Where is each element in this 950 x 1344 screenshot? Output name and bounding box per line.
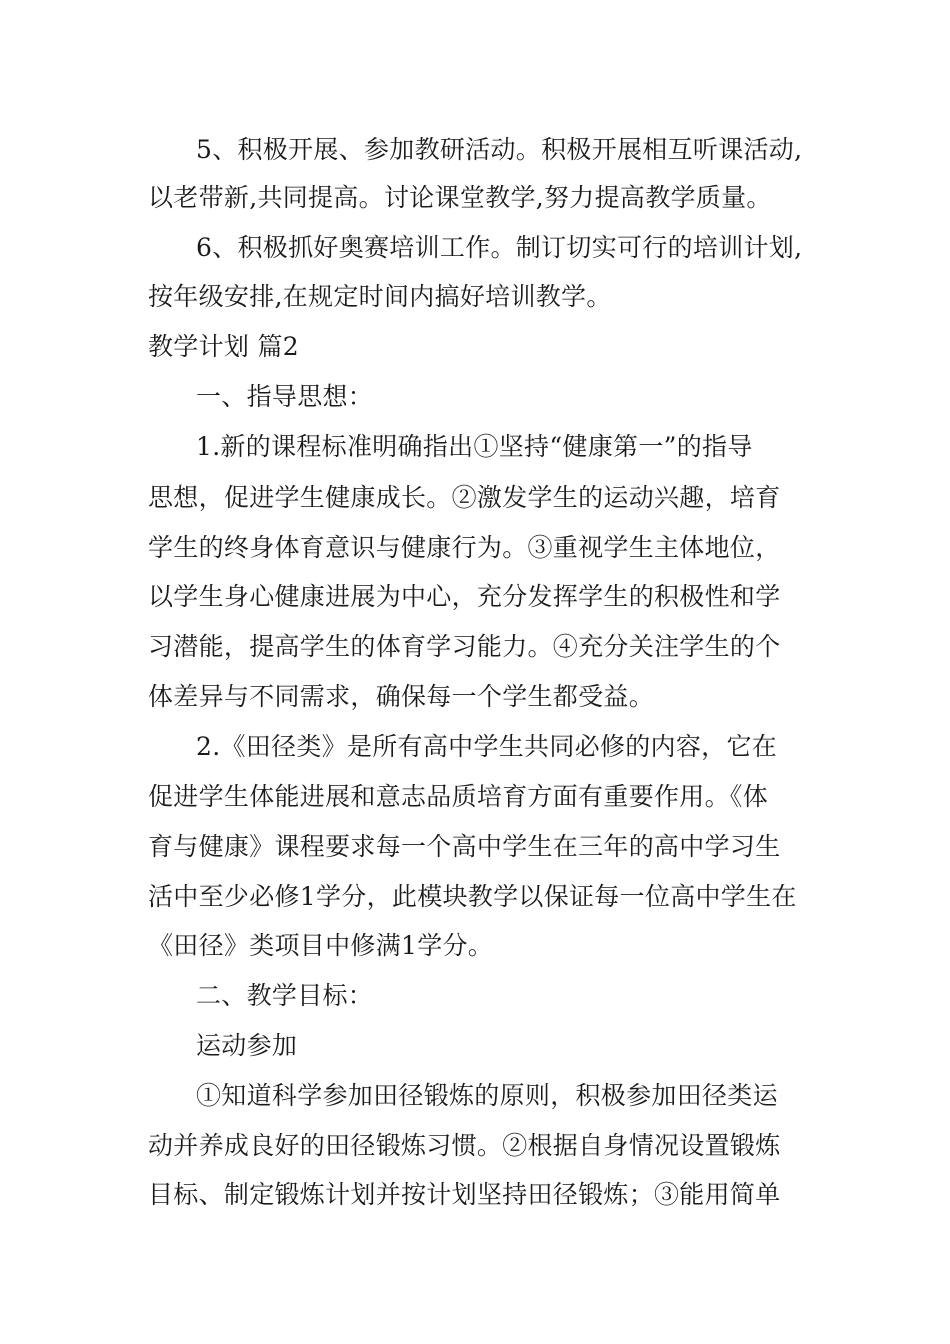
subheading-teaching-goals: 二、教学目标： [196, 981, 374, 1010]
text-line-20: ①知道科学参加田径锻炼的原则，积极参加田径类运 [196, 1081, 778, 1110]
text-line-21: 动并养成良好的田径锻炼习惯。②根据自身情况设置锻炼 [148, 1131, 781, 1160]
text-line-3: 6、积极抓好奥赛培训工作。制订切实可行的培训计划, [196, 233, 803, 262]
text-line-13: 2.《田径类》是所有高中学生共同必修的内容，它在 [196, 732, 778, 761]
text-line-2: 以老带新,共同提高。讨论课堂教学,努力提高教学质量。 [148, 183, 772, 212]
text-line-1: 5、积极开展、参加教研活动。积极开展相互听课活动, [196, 135, 803, 164]
text-line-11: 习潜能，提高学生的体育学习能力。④充分关注学生的个 [148, 632, 781, 661]
text-line-22: 目标、制定锻炼计划并按计划坚持田径锻炼；③能用简单 [148, 1180, 781, 1209]
text-line-12: 体差异与不同需求，确保每一个学生都受益。 [148, 682, 655, 711]
text-line-16: 活中至少必修1学分，此模块教学以保证每一位高中学生在 [148, 882, 797, 911]
text-line-10: 以学生身心健康进展为中心，充分发挥学生的积极性和学 [148, 582, 781, 611]
text-line-14: 促进学生体能进展和意志品质培育方面有重要作用。《体 [148, 782, 769, 811]
text-line-17: 《田径》类项目中修满1学分。 [148, 931, 494, 960]
text-line-4: 按年级安排,在规定时间内搞好培训教学。 [148, 282, 612, 311]
subheading-sports-participation: 运动参加 [196, 1031, 298, 1060]
text-line-8: 思想，促进学生健康成长。②激发学生的运动兴趣，培育 [148, 483, 781, 512]
section-heading: 教学计划 篇2 [148, 332, 299, 361]
text-line-9: 学生的终身体育意识与健康行为。③重视学生主体地位， [148, 533, 781, 562]
text-line-15: 育与健康》课程要求每一个高中学生在三年的高中学习生 [148, 832, 781, 861]
text-line-7: 1.新的课程标准明确指出①坚持“健康第一”的指导 [196, 432, 753, 461]
subheading-guiding-ideas: 一、指导思想： [196, 382, 374, 411]
